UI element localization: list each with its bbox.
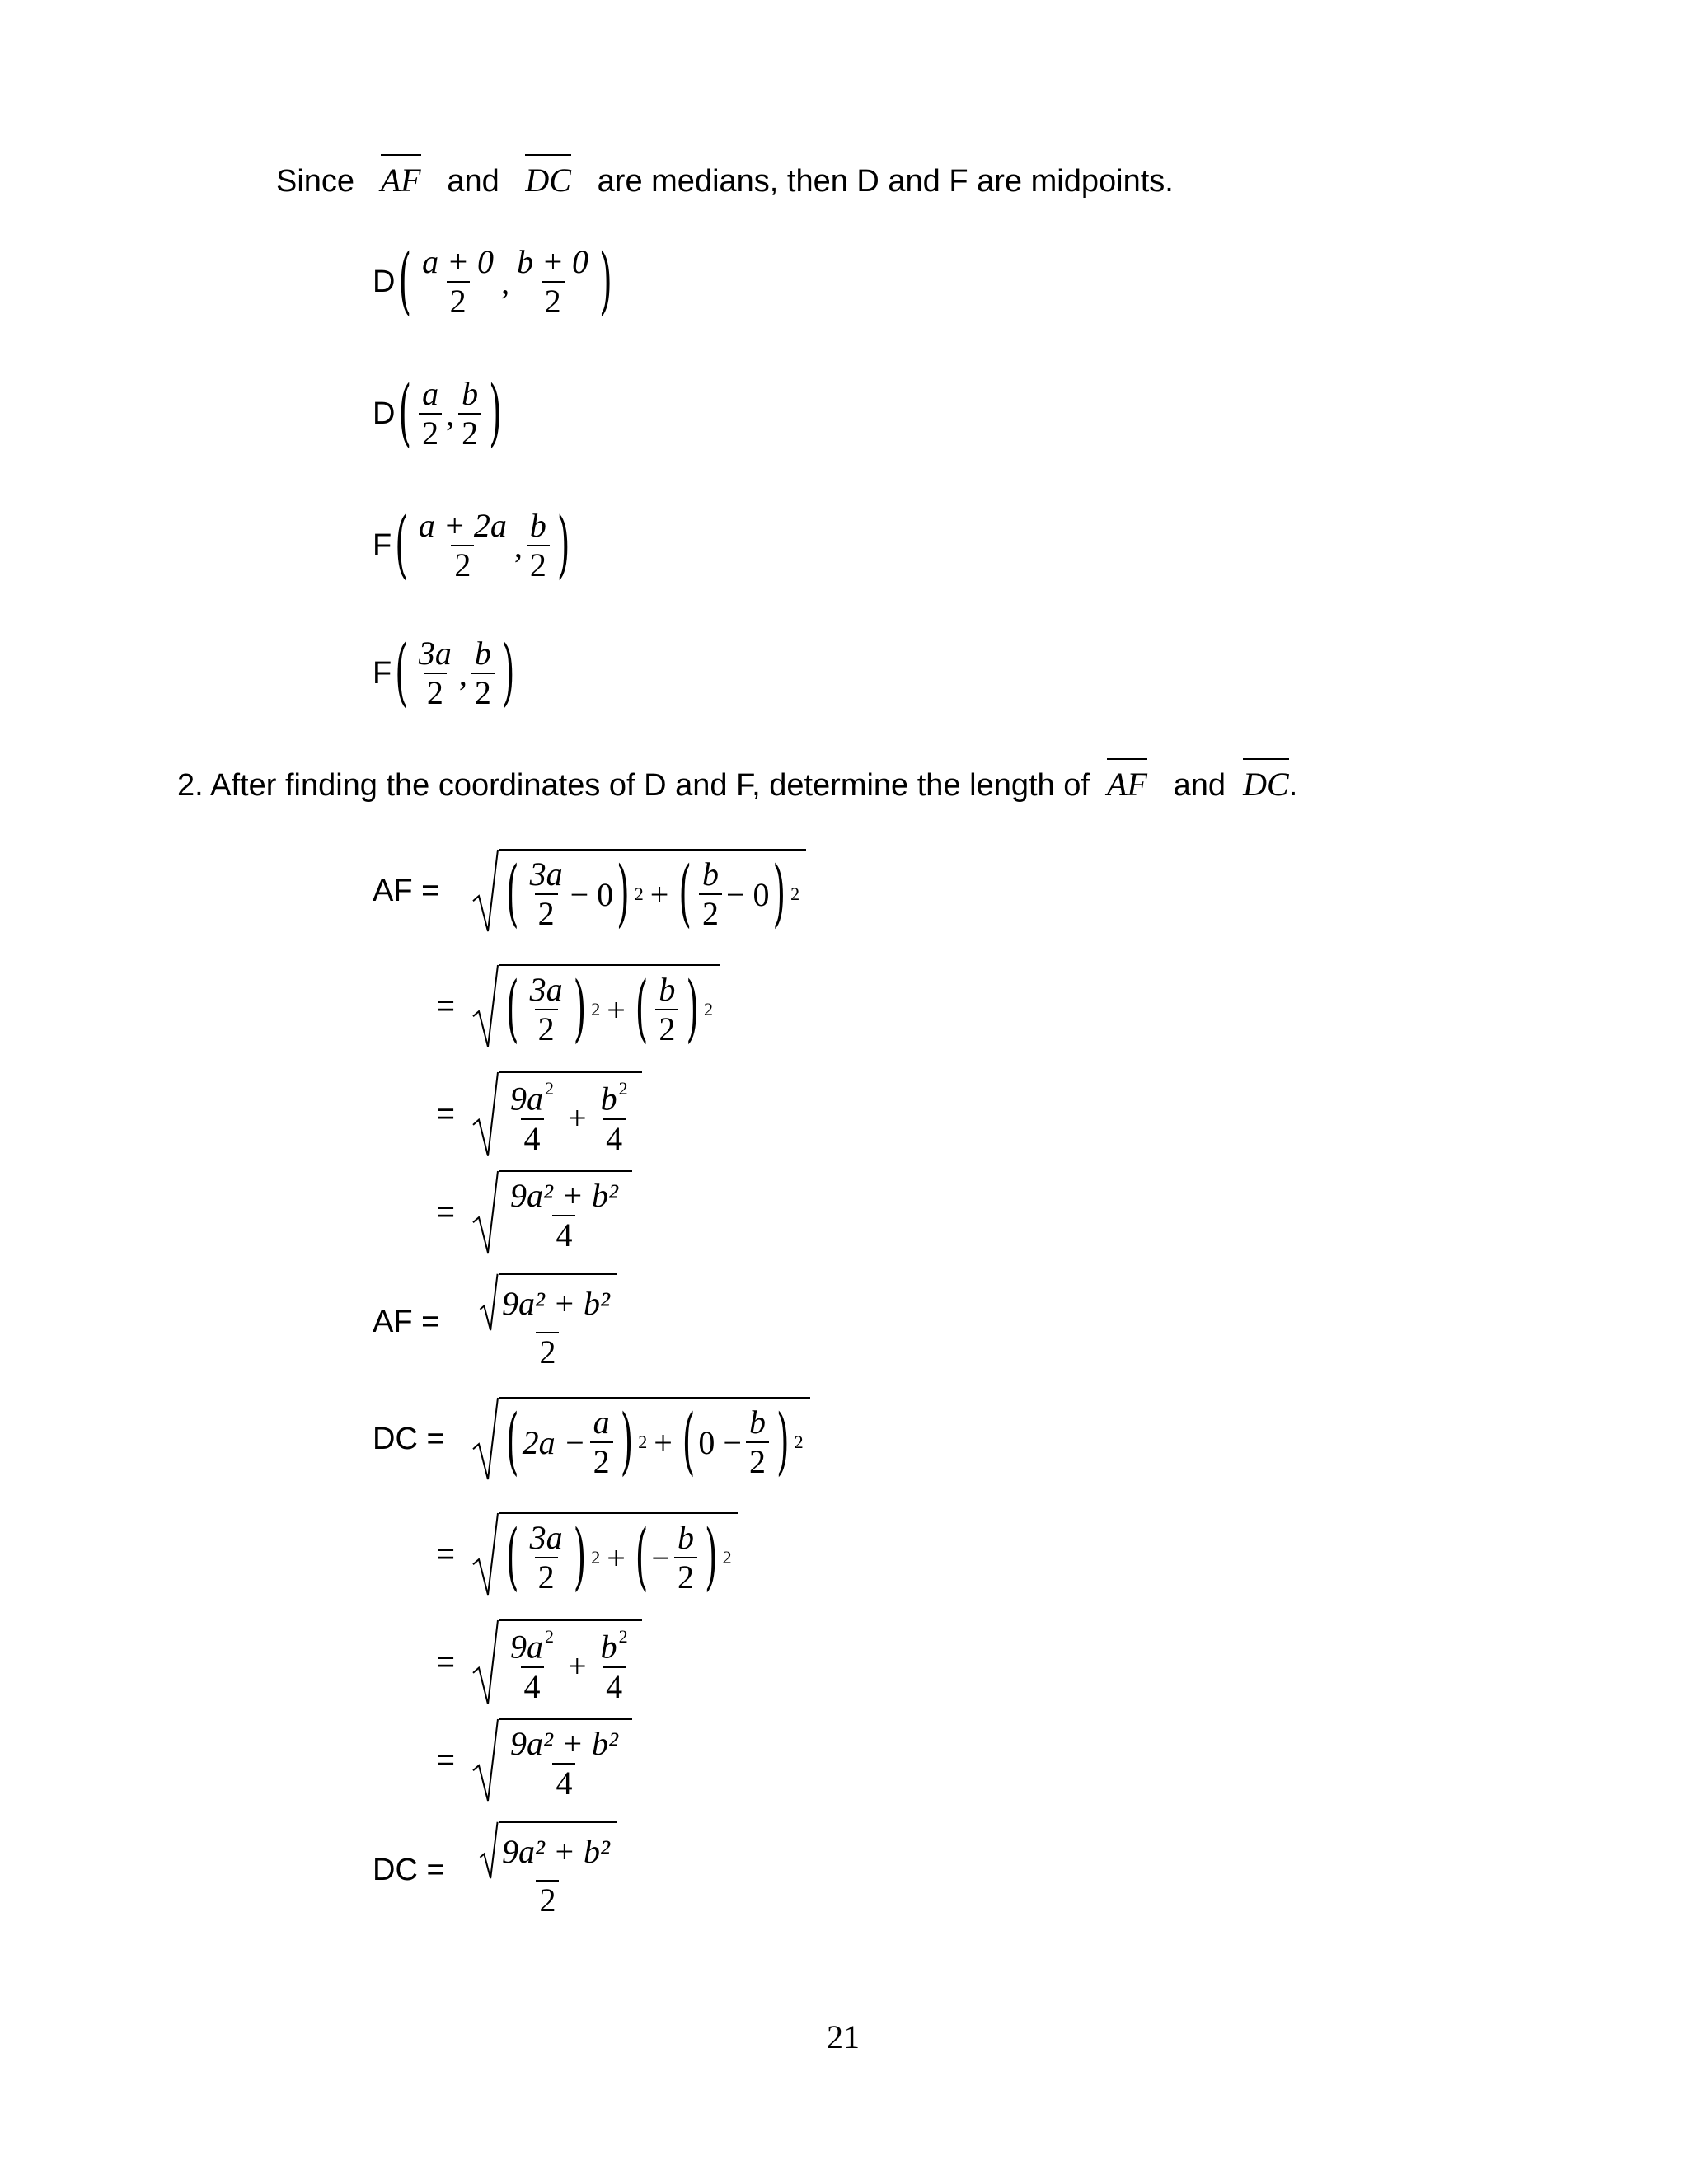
- fraction-numerator: a + 2a: [418, 507, 507, 544]
- segment-dc: DC: [525, 154, 571, 199]
- comma: ,: [458, 654, 467, 692]
- minus-zero: − 0: [570, 875, 614, 913]
- equals-sign: =: [436, 1644, 455, 1680]
- fraction-denominator: 2: [527, 545, 550, 584]
- square-root: ( 2a − $\frac{a}{2}$ ) 2 + ( 0 − $\frac{b}{2}$ ) 2: [471, 1397, 810, 1481]
- exponent: 2: [618, 1078, 628, 1099]
- af-row-3: [373, 1071, 642, 1158]
- exponent: 2: [722, 1547, 732, 1568]
- term-0-minus: 0 −: [698, 1423, 742, 1461]
- fraction-denominator: 4: [603, 1666, 626, 1706]
- fraction-numerator: b + 0: [517, 243, 589, 280]
- radicand: 9a² + b²: [499, 1273, 617, 1332]
- paren-open: (: [395, 631, 408, 715]
- point-label-f: F: [373, 527, 392, 563]
- segment-dc: DC: [1243, 758, 1289, 804]
- square-root: ( $\frac{3a}{2}$ ) 2 + ( − $\frac{b}{2}$ ) 2: [471, 1512, 738, 1596]
- fraction-denominator: 2: [699, 893, 722, 933]
- square-root: [479, 1821, 617, 1880]
- intro-tail: are medians, then D and F are midpoints.: [597, 164, 1174, 199]
- square-root: ( $\frac{3a}{2}$ ) 2 + ( $\frac{b}{2}$ ) 2: [471, 964, 720, 1048]
- fraction-denominator: 2: [447, 281, 470, 321]
- intro-and: and: [447, 164, 499, 199]
- dc-row-1: [373, 1397, 810, 1484]
- fraction-denominator: 2: [458, 413, 481, 452]
- point-label-d: D: [373, 396, 396, 431]
- dc-result: [373, 1821, 624, 1919]
- midpoint-d-formula: [373, 240, 616, 324]
- fraction-denominator: 2: [542, 281, 565, 321]
- fraction-denominator: 2: [536, 1332, 559, 1371]
- square-root: [479, 1273, 617, 1332]
- fraction-numerator: b: [677, 1519, 694, 1556]
- fraction-numerator: 3a: [418, 635, 452, 672]
- dc-label: DC =: [373, 1421, 445, 1456]
- midpoint-f-formula: [373, 504, 573, 588]
- midpoint-d-result: [373, 372, 505, 456]
- fraction-denominator: 2: [536, 1880, 559, 1919]
- fraction-numerator: 3a: [529, 855, 563, 893]
- exponent: 2: [638, 1432, 648, 1452]
- paren-close: ): [489, 372, 502, 456]
- paren-close: ): [556, 504, 570, 588]
- comma: ,: [501, 263, 510, 301]
- dc-row-3: [373, 1619, 642, 1706]
- paren-open: (: [395, 504, 408, 588]
- plus-sign: +: [607, 991, 626, 1029]
- af-row-4: [373, 1170, 632, 1254]
- fraction-denominator: 2: [535, 1009, 558, 1048]
- exponent: 2: [545, 1626, 554, 1647]
- equals-sign: =: [436, 1742, 455, 1778]
- equals-sign: =: [436, 1536, 455, 1572]
- fraction-numerator: a: [422, 375, 439, 412]
- radicand: 9a² + b²: [499, 1821, 617, 1880]
- equals-sign: =: [436, 1194, 455, 1230]
- paren-open: (: [398, 240, 412, 324]
- af-row-1: [373, 849, 806, 936]
- fraction-denominator: 2: [535, 893, 558, 933]
- result-fraction: [476, 1273, 620, 1371]
- dc-row-4: [373, 1718, 632, 1802]
- fraction-denominator: 2: [590, 1441, 613, 1481]
- segment-af: AF: [1107, 758, 1147, 804]
- plus-sign: +: [568, 1099, 587, 1137]
- fraction-denominator: 2: [424, 673, 447, 712]
- equals-sign: =: [436, 988, 455, 1024]
- exponent: 2: [591, 1547, 601, 1568]
- fraction-denominator: 4: [552, 1215, 575, 1254]
- fraction-denominator: 2: [655, 1009, 678, 1048]
- fraction-numerator: 3a: [529, 971, 563, 1008]
- fraction-denominator: 2: [746, 1441, 769, 1481]
- fraction-denominator: 2: [419, 413, 442, 452]
- fraction-numerator: b: [659, 971, 676, 1008]
- plus-sign: +: [607, 1539, 626, 1577]
- plus-sign: +: [654, 1423, 673, 1461]
- fraction-numerator: b: [474, 635, 491, 672]
- point-label-d: D: [373, 264, 396, 299]
- paren-close: ): [501, 631, 515, 715]
- midpoint-f-result: [373, 631, 518, 715]
- square-root: [471, 1718, 632, 1802]
- fraction-denominator: 4: [603, 1118, 626, 1158]
- paren-close: ): [599, 240, 612, 324]
- term-2a-minus: 2a −: [522, 1423, 586, 1461]
- exponent: 2: [704, 999, 713, 1019]
- page-number: 21: [827, 2018, 860, 2055]
- fraction-numerator: a + 0: [422, 243, 495, 280]
- dc-label: DC =: [373, 1852, 445, 1887]
- square-root: ( $\frac{3a}{2}$ − 0 ) 2 + ( $\frac{b}{2}$ − 0 ) 2: [471, 849, 806, 933]
- fraction-numerator: b: [462, 375, 479, 412]
- intro-since: Since: [276, 164, 355, 199]
- result-fraction: [476, 1821, 620, 1919]
- exponent: 2: [790, 883, 800, 904]
- plus-sign: +: [649, 875, 669, 913]
- step-2-and: and: [1173, 768, 1226, 803]
- comma: ,: [446, 395, 455, 433]
- fraction-numerator: 9a² + b²: [510, 1725, 618, 1762]
- fraction-numerator: 9a² + b²: [510, 1177, 618, 1214]
- equals-sign: =: [436, 1096, 455, 1132]
- square-root: [471, 1071, 642, 1158]
- fraction-denominator: 4: [552, 1763, 575, 1802]
- fraction-denominator: 4: [521, 1118, 544, 1158]
- fraction-numerator: b: [600, 1628, 617, 1666]
- exponent: 2: [591, 999, 601, 1019]
- minus-sign: −: [651, 1539, 670, 1577]
- fraction-denominator: 2: [674, 1557, 697, 1596]
- exponent: 2: [545, 1078, 554, 1099]
- fraction-numerator: b: [529, 507, 546, 544]
- exponent: 2: [618, 1626, 628, 1647]
- plus-sign: +: [568, 1647, 587, 1685]
- fraction-denominator: 2: [535, 1557, 558, 1596]
- fraction-denominator: 4: [521, 1666, 544, 1706]
- af-label: AF =: [373, 1304, 440, 1339]
- fraction-numerator: 3a: [529, 1519, 563, 1556]
- fraction-numerator: a: [593, 1404, 610, 1441]
- square-root: [471, 1170, 632, 1254]
- segment-af: AF: [381, 154, 421, 199]
- intro-line: [276, 161, 1174, 199]
- af-label: AF =: [373, 873, 440, 908]
- af-result: [373, 1273, 624, 1371]
- exponent: 2: [634, 883, 644, 904]
- af-row-2: [373, 964, 720, 1052]
- comma: ,: [513, 527, 523, 565]
- exponent: 2: [794, 1432, 804, 1452]
- fraction-numerator: b: [748, 1404, 766, 1441]
- minus-zero: − 0: [725, 875, 770, 913]
- square-root: [471, 1619, 642, 1706]
- fraction-numerator: 9a: [510, 1080, 543, 1118]
- paren-open: (: [398, 372, 412, 456]
- dc-row-2: [373, 1512, 738, 1600]
- fraction-denominator: 2: [451, 545, 474, 584]
- fraction-numerator: 9a: [510, 1628, 543, 1666]
- fraction-denominator: 2: [471, 673, 495, 712]
- step-2-instruction: [177, 765, 1297, 804]
- period: .: [1288, 768, 1298, 803]
- fraction-numerator: b: [701, 855, 719, 893]
- point-label-f: F: [373, 655, 392, 691]
- step-2-text: 2. After finding the coordinates of D and F, determine the length of: [177, 768, 1090, 803]
- fraction-numerator: b: [600, 1080, 617, 1118]
